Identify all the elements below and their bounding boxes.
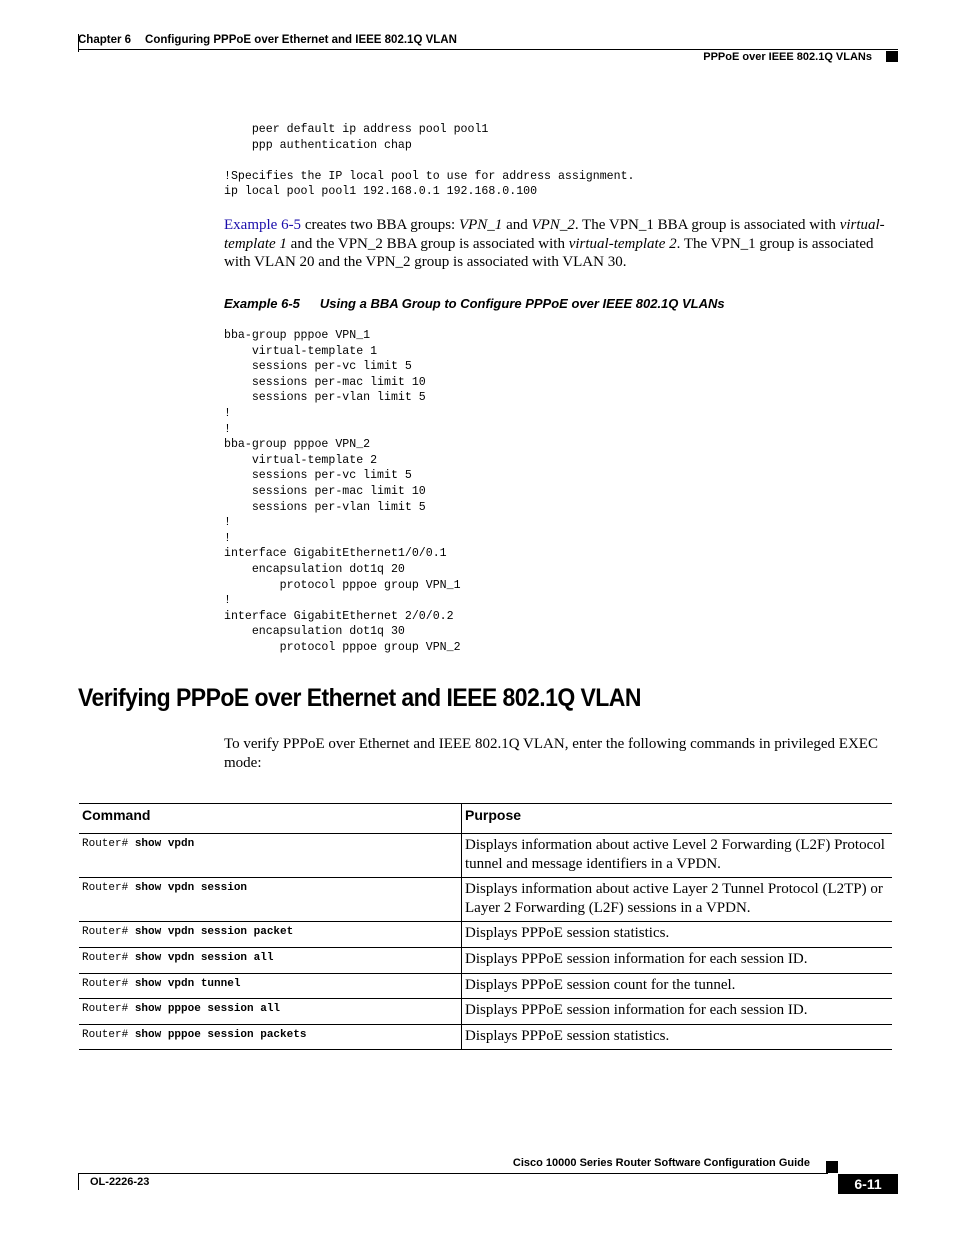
command-cell xyxy=(79,878,462,922)
table-row xyxy=(79,947,892,973)
example-label: Example 6-5 xyxy=(224,296,300,311)
column-header-command: Command xyxy=(79,804,462,834)
footer-guide-title: Cisco 10000 Series Router Software Configuration Guide xyxy=(512,1157,810,1169)
intro-text: . The VPN_1 BBA group is associated with xyxy=(574,217,840,233)
intro-text: and the VPN_2 BBA group is associated with xyxy=(286,235,569,252)
example-6-5-link[interactable]: Example 6-5 xyxy=(224,217,302,233)
footer-rule xyxy=(78,1173,828,1174)
table-row xyxy=(79,1024,892,1050)
router-prompt: Router# xyxy=(82,1028,135,1041)
intro-text: creates two BBA groups: xyxy=(301,217,459,233)
router-prompt: Router# xyxy=(82,977,135,990)
example-caption xyxy=(224,296,725,311)
header-marker-block xyxy=(886,51,898,62)
verify-intro-paragraph: To verify PPPoE over Ethernet and IEEE 802.1Q VLAN, enter the following commands in privileged EXEC mode: xyxy=(224,736,878,771)
footer-marker-block xyxy=(826,1161,838,1173)
chapter-number: Chapter 6 xyxy=(78,34,132,46)
intro-virtual-template-1: virtual-template 1 xyxy=(224,217,885,252)
page-number: 6-11 xyxy=(838,1174,898,1194)
router-prompt: Router# xyxy=(82,838,135,850)
command-cell xyxy=(79,1024,462,1050)
purpose-cell: Displays PPPoE session information for each session ID. xyxy=(462,999,893,1025)
router-prompt: Router# xyxy=(82,1003,135,1016)
table-row xyxy=(79,973,892,999)
command-keyword: show vpdn xyxy=(134,838,195,850)
command-cell xyxy=(79,999,462,1025)
column-header-purpose: Purpose xyxy=(462,804,893,834)
running-header-chapter xyxy=(78,34,457,46)
purpose-cell: Displays PPPoE session count for the tunnel. xyxy=(462,973,893,999)
section-heading: Verifying PPPoE over Ethernet and IEEE 802.1Q VLAN xyxy=(78,684,641,712)
footer-left-bar xyxy=(78,1173,79,1190)
table-row xyxy=(79,878,892,922)
intro-virtual-template-2: virtual-template 2 xyxy=(568,235,677,252)
commands-table xyxy=(79,803,892,1050)
purpose-cell: Displays information about active Layer 2 Tunnel Protocol (L2TP) or Layer 2 Forwarding (L2F) sessions in a VPDN. xyxy=(462,878,893,922)
command-cell xyxy=(79,973,462,999)
command-cell xyxy=(79,834,462,878)
example-title: Using a BBA Group to Configure PPPoE over IEEE 802.1Q VLANs xyxy=(319,296,725,311)
router-prompt: Router# xyxy=(82,882,135,895)
command-keyword: show vpdn session all xyxy=(134,951,274,964)
router-prompt: Router# xyxy=(82,926,135,939)
example-intro-paragraph xyxy=(224,216,896,272)
command-keyword: show vpdn session xyxy=(134,882,248,895)
table-row xyxy=(79,999,892,1025)
chapter-title: Configuring PPPoE over Ethernet and IEEE 802.1Q VLAN xyxy=(145,34,457,46)
config-code-continuation: peer default ip address pool pool1 ppp authentication chap !Specifies the IP local pool to use for address assignment. ip local pool pool1 192.168.0.1 192.168.0.100 xyxy=(224,123,635,199)
footer-doc-number: OL-2226-23 xyxy=(90,1176,150,1188)
intro-text: . The VPN_1 group is associated with VLAN 20 and the VPN_2 group is associated with VLAN 30. xyxy=(224,235,874,271)
purpose-cell: Displays PPPoE session statistics. xyxy=(462,922,893,948)
command-keyword: show pppoe session packets xyxy=(134,1028,307,1041)
command-keyword: show vpdn session packet xyxy=(134,926,294,939)
purpose-cell: Displays information about active Level 2 Forwarding (L2F) Protocol tunnel and message identifiers in a VPDN. xyxy=(462,834,893,878)
purpose-cell: Displays PPPoE session statistics. xyxy=(462,1024,893,1050)
purpose-cell: Displays PPPoE session information for each session ID. xyxy=(462,947,893,973)
intro-vpn1: VPN_1 xyxy=(458,217,503,233)
intro-vpn2: VPN_2 xyxy=(531,217,575,233)
example-code-block: bba-group pppoe VPN_1 virtual-template 1 sessions per-vc limit 5 sessions per-mac limit 10 sessions per-vlan limit 5 ! ! bba-group pppoe VPN_2 virtual-template 2 sessions per-vc limit 5 sessions per-mac limit 10 sessions per-vlan limit 5 ! ! interface GigabitEthernet1/0/0.1 encapsulation dot1q 20 protocol pppoe group VPN_1 ! interface GigabitEthernet 2/0/0.2 encapsulation dot1q 30 protocol pppoe group VPN_2 xyxy=(224,329,461,654)
table-row xyxy=(79,922,892,948)
table-row xyxy=(79,834,892,878)
intro-text: and xyxy=(502,217,532,233)
command-cell xyxy=(79,947,462,973)
command-keyword: show vpdn tunnel xyxy=(134,977,241,990)
table-header-row xyxy=(79,804,892,834)
header-rule xyxy=(78,49,898,50)
running-header-section: PPPoE over IEEE 802.1Q VLANs xyxy=(703,51,872,63)
command-keyword: show pppoe session all xyxy=(134,1003,281,1016)
router-prompt: Router# xyxy=(82,951,135,964)
command-cell xyxy=(79,922,462,948)
